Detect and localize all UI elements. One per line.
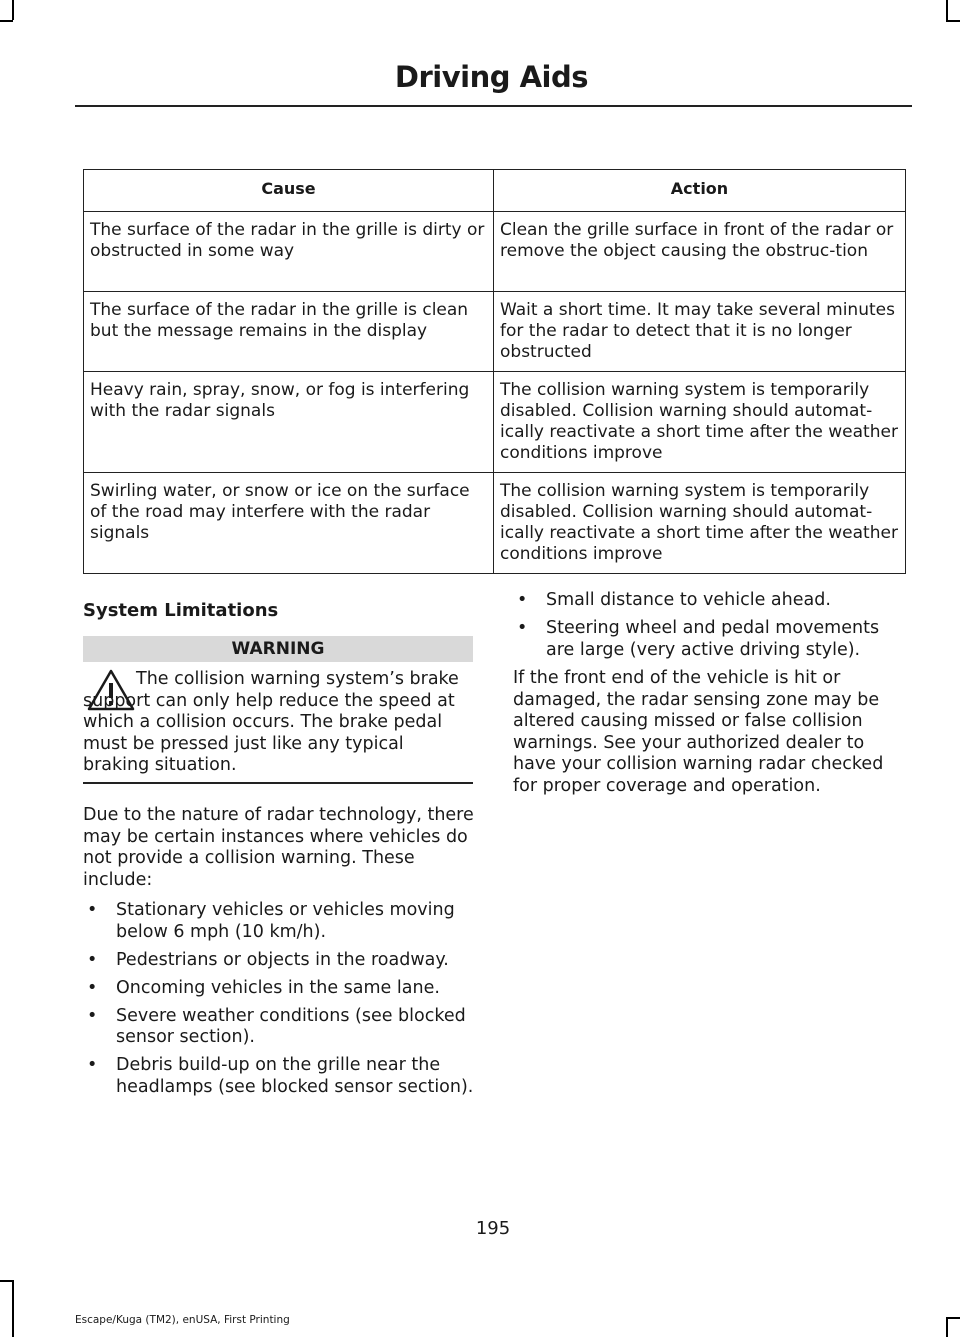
table-row	[84, 292, 906, 372]
crop-mark	[0, 20, 13, 22]
header-divider	[75, 105, 912, 107]
action-cell: Wait a short time. It may take several minutes for the radar to detect that it is no longer obstructed	[494, 292, 906, 372]
table-header-row	[84, 170, 906, 212]
crop-mark	[946, 1317, 948, 1337]
crop-mark	[12, 1280, 14, 1337]
section-title: System Limitations	[83, 600, 279, 621]
list-item: • Small distance to vehicle ahead.	[517, 590, 831, 610]
crop-mark	[946, 0, 948, 20]
action-cell: Clean the grille surface in front of the radar or remove the object causing the obstruc-tion	[494, 212, 906, 292]
table-row	[84, 372, 906, 473]
intro-paragraph: Due to the nature of radar technology, there may be certain instances where vehicles do not provide a collision warning. These include:	[83, 805, 474, 890]
column-header-cause: Cause	[84, 170, 494, 212]
action-cell: The collision warning system is temporarily disabled. Collision warning should automat-ically reactivate a short time after the weather conditions improve	[494, 372, 906, 473]
footer-edition-text: Escape/Kuga (TM2), enUSA, First Printing	[75, 1314, 290, 1326]
warning-divider	[83, 782, 473, 784]
cause-cell: Heavy rain, spray, snow, or fog is interfering with the radar signals	[84, 372, 494, 473]
warning-text: The collision warning system’s brake support can only help reduce the speed at which a collision occurs. The brake pedal must be pressed just like any typical braking situation.	[83, 669, 459, 775]
table-row	[84, 473, 906, 574]
crop-mark	[0, 1280, 13, 1282]
crop-mark	[946, 1317, 960, 1319]
cause-cell: The surface of the radar in the grille is dirty or obstructed in some way	[84, 212, 494, 292]
page-number: 195	[475, 1218, 511, 1239]
list-item: • Steering wheel and pedal movements are large (very active driving style).	[517, 618, 880, 660]
damage-paragraph: If the front end of the vehicle is hit or damaged, the radar sensing zone may be altered causing missed or false collision warnings. See your authorized dealer to have your collision warning radar checked for proper coverage and operation.	[513, 668, 884, 796]
crop-mark	[946, 20, 960, 22]
cause-cell: The surface of the radar in the grille is clean but the message remains in the display	[84, 292, 494, 372]
table-row	[84, 212, 906, 292]
page-header-title: Driving Aids	[394, 60, 588, 94]
column-header-action: Action	[494, 170, 906, 212]
list-item: • Stationary vehicles or vehicles moving below 6 mph (10 km/h).	[87, 900, 455, 942]
list-item: • Pedestrians or objects in the roadway.	[87, 949, 449, 970]
cause-action-table	[83, 169, 906, 574]
action-cell: The collision warning system is temporarily disabled. Collision warning should automat-ically reactivate a short time after the weather conditions improve	[494, 473, 906, 574]
crop-mark	[12, 0, 14, 20]
cause-cell: Swirling water, or snow or ice on the surface of the road may interfere with the radar signals	[84, 473, 494, 574]
limitations-list	[83, 900, 478, 1105]
list-item: • Severe weather conditions (see blocked sensor section).	[87, 1005, 466, 1047]
limitations-list-continued	[513, 590, 908, 668]
warning-text-block	[83, 669, 475, 777]
list-item: • Debris build-up on the grille near the headlamps (see blocked sensor section).	[87, 1055, 474, 1097]
warning-label: WARNING	[83, 636, 473, 662]
list-item: • Oncoming vehicles in the same lane.	[87, 977, 440, 998]
